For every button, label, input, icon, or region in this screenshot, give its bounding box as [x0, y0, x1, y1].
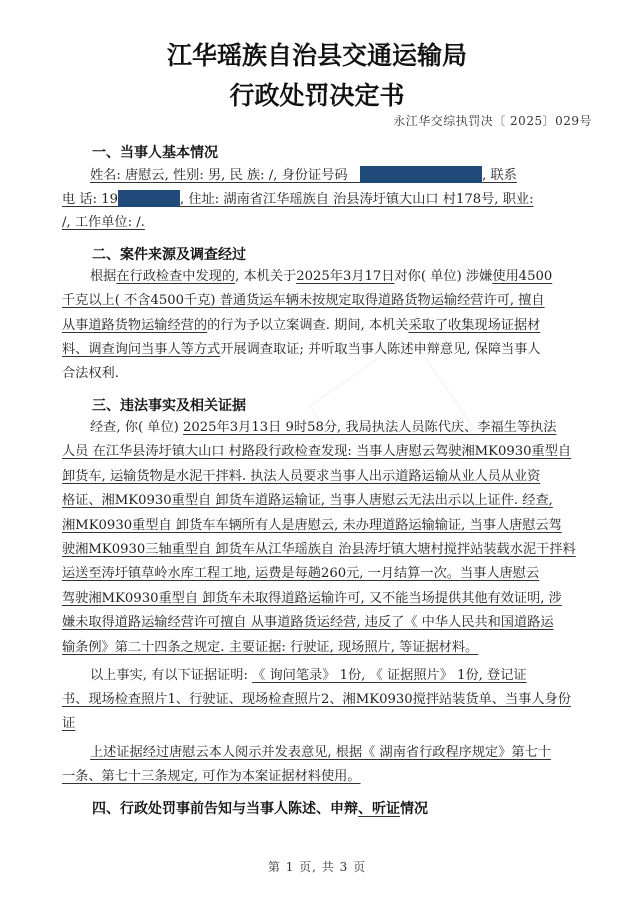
violation-fact-line: 运送至涛圩镇草岭水库工程工地, 运费是每趟260元, 一月结算一次。当事人唐慰云	[62, 566, 540, 582]
evidence-review-line-1: 上述证据经过唐慰云本人阅示并发表意见, 根据《 湖南省行政程序规定》第七十	[90, 745, 551, 760]
page-number: 第 1 页, 共 3 页	[267, 860, 367, 874]
phone-label: 电 话: 19	[62, 192, 118, 207]
contact-label: , 联系	[482, 168, 517, 183]
violation-fact-line: 湘MK0930重型自 卸货车车辆所有人是唐慰云, 未办理道路运输输证, 当事人唐慰云驾	[62, 517, 562, 533]
case-source-line-5: 合法权利.	[62, 366, 119, 381]
party-name-gender-id: 姓名: 唐慰云, 性别: 男, 民 族: /, 身份证号码	[90, 168, 348, 183]
violation-fact-line: 输条例》第二十四条之规定. 主要证据: 行驶证, 现场照片, 等证据材料。	[62, 639, 479, 655]
source-detail: 在行政检查中发现的	[116, 269, 236, 284]
section-4-heading: 四、行政处罚事前告知与当事人陈述、申辩、听证情况	[92, 801, 428, 817]
redacted-id-number	[360, 166, 482, 183]
case-source-line-1: 根据在行政检查中发现的, 本机关于2025年3月17日对你( 单位) 涉嫌使用4500	[90, 269, 553, 284]
redacted-phone	[118, 190, 180, 207]
document-title: 行政处罚决定书	[229, 81, 405, 110]
evidence-line-2: 书、现场检查照片1、行驶证、现场检查照片2、湘MK0930搅拌站装货单、当事人身份	[62, 692, 571, 707]
evidence-line-3: 证	[62, 716, 76, 731]
party-info-line-2	[62, 190, 590, 209]
section-1-heading: 一、当事人基本情况	[92, 145, 218, 161]
party-info-line-3	[62, 214, 590, 232]
case-source-line-4: 料、调查询问当事人等方式开展调查取证; 并听取当事人陈述申辩意见, 保障当事人	[62, 342, 541, 357]
violation-fact-line: 驶湘MK0930三轴重型自 卸货车从江华瑶族自 治县涛圩镇大塘村搅拌站装载水泥干拌料	[62, 542, 576, 557]
violation-fact-line: 嫌未取得道路运输经营许可擅自 从事道路货运经营, 违反了《 中华人民共和国道路运	[62, 615, 554, 631]
section-3-heading: 三、违法事实及相关证据	[92, 398, 246, 414]
violation-fact-line: 卸货车, 运输货物是水泥干拌料. 执法人员要求当事人出示道路运输从业人员从业资	[62, 468, 541, 484]
filing-date: 2025年3月17日	[296, 269, 395, 284]
violation-fact-line: 人员 在江华县涛圩镇大山口 村路段行政检查发现: 当事人唐慰云驾驶湘MK0930重型自	[62, 444, 572, 460]
case-source-line-3: 从事道路货物运输经营的的行为予以立案调查. 期间, 本机关采取了收集现场证据材	[62, 318, 541, 333]
agency-title: 江华瑶族自治县交通运输局	[166, 41, 467, 70]
address-occupation: , 住址: 湖南省江华瑶族自 治县涛圩镇大山口 村178号, 职业:	[179, 192, 534, 207]
violation-fact-line: 格证、湘MK0930重型自 卸货车道路运输证, 当事人唐慰云无法出示以上证件. 经查,	[62, 493, 553, 509]
violation-fact-line: 经查, 你( 单位) 2025年3月13日 9时58分, 我局执法人员陈代庆、李福生等执法	[90, 420, 557, 435]
document-number: 永江华交综执罚决〔 2025〕029号	[393, 114, 592, 128]
work-unit: /, 工作单位: /.	[62, 215, 145, 230]
party-info-line-1	[62, 166, 618, 185]
evidence-review-line-2: 一条、第七十三条规定, 可作为本案证据材料使用。	[62, 769, 361, 784]
section-2-heading: 二、案件来源及调查经过	[92, 247, 246, 263]
violation-fact-line: 驾驶湘MK0930重型自 卸货车未取得道路运输许可, 又不能当场提供其他有效证明, 涉	[62, 590, 562, 606]
case-source-line-2: 千克以上( 不含4500千克) 普通货运车辆未按规定取得道路货物运输经营许可, 擅自	[62, 293, 545, 308]
evidence-line-1: 以上事实, 有以下证据证明: 《 询问笔录》 1份, 《 证据照片》 1份, 登记证	[90, 668, 527, 683]
